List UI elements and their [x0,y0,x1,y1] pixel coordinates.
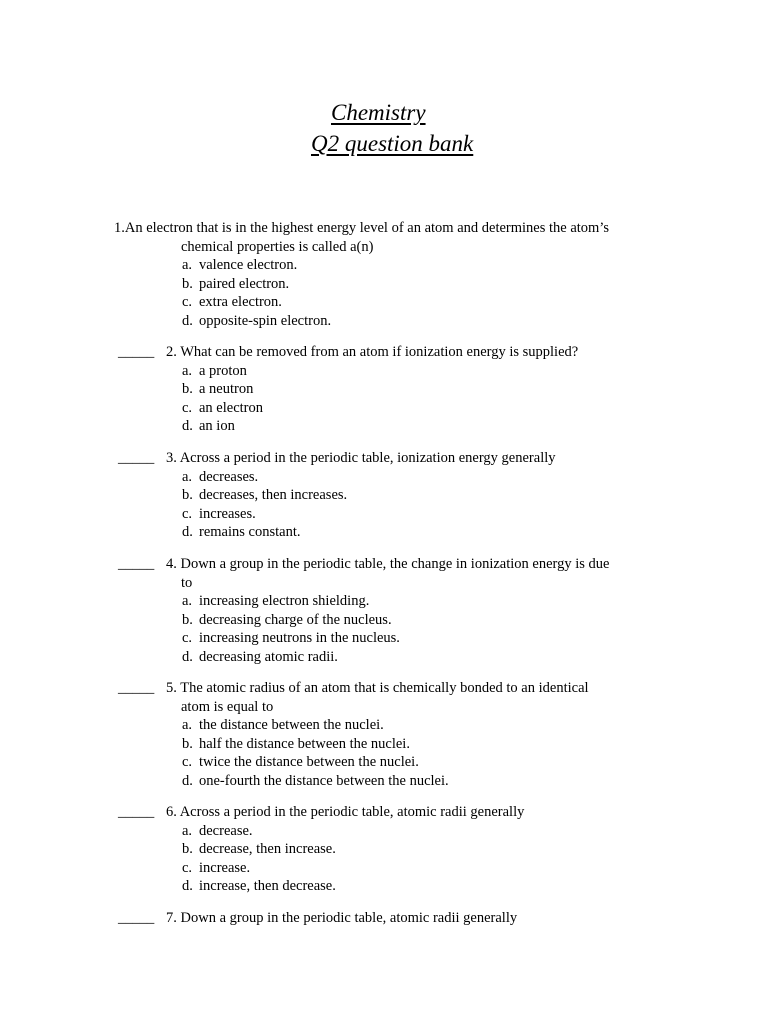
question-3-number: 3. [166,450,177,466]
question-1-option-d: d. opposite-spin electron. [182,312,332,329]
question-1-stem-line1: 1.An electron that is in the highest energy level of an atom and determines the atom’s [114,220,610,236]
question-5-option-a: a. the distance between the nuclei. [182,717,384,733]
question-4-option-d: d. decreasing atomic radii. [182,648,338,665]
question-4-stem-line1: 4. Down a group in the periodic table, the change in ionization energy is due [166,556,610,572]
answer-blank[interactable]: _____ [118,680,155,696]
question-6-option-a: a. decrease. [182,822,253,839]
question-1-option-c: c. extra electron. [182,294,282,310]
question-3-stem-line1: 3. Across a period in the periodic table, ionization energy generally [166,450,556,466]
question-1-stem-line2: chemical properties is called a(n) [181,238,374,255]
answer-blank[interactable]: _____ [118,450,155,466]
question-4-option-b: b. decreasing charge of the nucleus. [182,611,392,628]
question-5-option-d: d. one-fourth the distance between the nuclei. [182,772,449,789]
question-2-option-c: c. an electron [182,399,264,416]
question-5-number: 5. [166,680,177,696]
question-1-option-b: b. paired electron. [182,275,290,292]
question-6-option-b: b. decrease, then increase. [182,841,336,857]
question-3-option-d: d. remains constant. [182,524,301,540]
question-4-option-c: c. increasing neutrons in the nucleus. [182,630,400,646]
question-2-stem-line1: 2. What can be removed from an atom if ionization energy is supplied? [166,344,579,360]
question-1-option-a: a. valence electron. [182,257,298,273]
question-3-option-b: b. decreases, then increases. [182,487,348,503]
question-4-stem-line2: to [181,574,193,591]
question-7-number: 7. [166,910,177,926]
question-5-option-b: b. half the distance between the nuclei. [182,735,410,752]
question-4-option-a: a. increasing electron shielding. [182,593,370,609]
question-6-option-d: d. increase, then decrease. [182,878,336,894]
question-2-option-d: d. an ion [182,418,235,434]
document-title: Chemistry [331,100,426,125]
question-3-option-c: c. increases. [182,505,256,522]
question-4-number: 4. [166,556,177,572]
question-5-option-c: c. twice the distance between the nuclei. [182,754,419,770]
question-2-option-b: b. a neutron [182,381,254,397]
answer-blank[interactable]: _____ [118,556,155,572]
question-1-number: 1. [114,220,125,236]
answer-blank[interactable]: _____ [118,804,155,820]
question-2-option-a: a. a proton [182,362,247,379]
question-6-option-c: c. increase. [182,859,251,876]
question-5-stem-line2: atom is equal to [181,698,274,715]
question-5-stem-line1: 5. The atomic radius of an atom that is chemically bonded to an identical [166,680,589,696]
answer-blank[interactable]: _____ [118,344,155,360]
document-subtitle: Q2 question bank [311,131,474,156]
question-6-number: 6. [166,804,177,820]
question-2-number: 2. [166,344,177,360]
question-7-stem-line1: 7. Down a group in the periodic table, atomic radii generally [166,910,518,926]
question-6-stem-line1: 6. Across a period in the periodic table, atomic radii generally [166,804,525,820]
answer-blank[interactable]: _____ [118,910,155,926]
question-3-option-a: a. decreases. [182,468,259,485]
